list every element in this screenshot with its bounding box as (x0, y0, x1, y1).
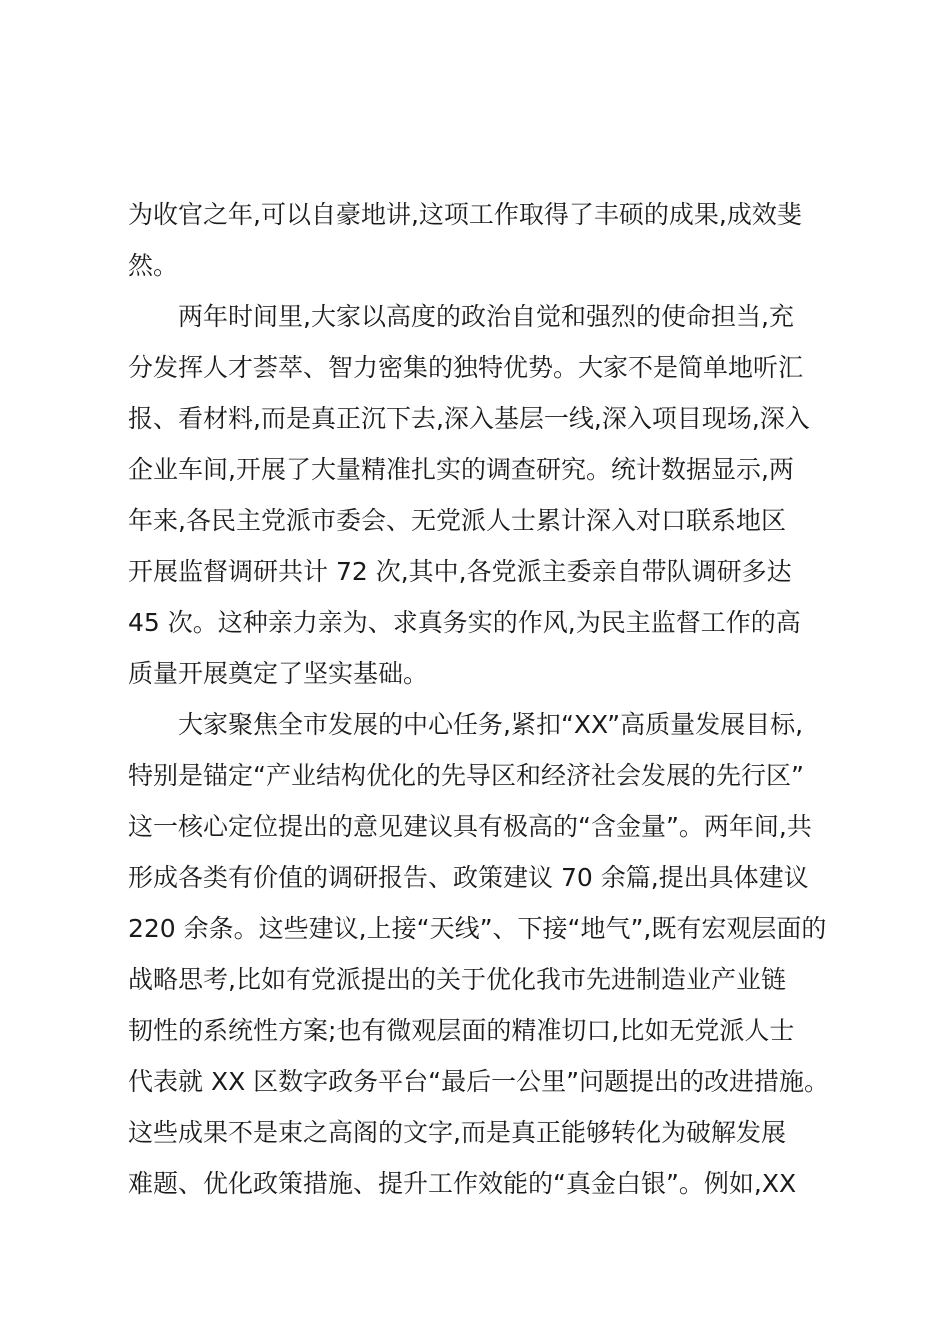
paragraph-line: 45 次。这种亲力亲为、求真务实的作风,为民主监督工作的高 (128, 608, 801, 637)
document-body (128, 189, 828, 1209)
paragraph-line: 战略思考,比如有党派提出的关于优化我市先进制造业产业链 (128, 965, 786, 994)
paragraph-line: 质量开展奠定了坚实基础。 (128, 659, 429, 688)
paragraph-line: 韧性的系统性方案;也有微观层面的精准切口,比如无党派人士 (128, 1016, 795, 1045)
paragraph-line: 为收官之年,可以自豪地讲,这项工作取得了丰硕的成果,成效斐 (128, 200, 802, 229)
paragraph-line: 企业车间,开展了大量精准扎实的调查研究。统计数据显示,两 (128, 455, 794, 484)
paragraph-line: 分发挥人才荟萃、智力密集的独特优势。大家不是简单地听汇 (128, 353, 804, 382)
paragraph-line: 大家聚焦全市发展的中心任务,紧扣“XX”高质量发展目标, (178, 710, 804, 739)
paragraph-line: 年来,各民主党派市委会、无党派人士累计深入对口联系地区 (128, 506, 786, 535)
paragraph-line: 代表就 XX 区数字政务平台“最后一公里”问题提出的改进措施。 (128, 1067, 830, 1096)
paragraph-line: 然。 (128, 251, 179, 280)
paragraph-line: 开展监督调研共计 72 次,其中,各党派主委亲自带队调研多达 (128, 557, 792, 586)
paragraph-line: 这一核心定位提出的意见建议具有极高的“含金量”。两年间,共 (128, 812, 812, 841)
paragraph-line: 报、看材料,而是真正沉下去,深入基层一线,深入项目现场,深入 (128, 404, 810, 433)
paragraph-line: 这些成果不是束之高阁的文字,而是真正能够转化为破解发展 (128, 1118, 786, 1147)
paragraph-2 (128, 291, 828, 699)
paragraph-line: 形成各类有价值的调研报告、政策建议 70 余篇,提出具体建议 (128, 863, 809, 892)
paragraph-1 (128, 189, 828, 291)
paragraph-line: 特别是锚定“产业结构优化的先导区和经济社会发展的先行区” (128, 761, 804, 790)
paragraph-line: 难题、优化政策措施、提升工作效能的“真金白银”。例如,XX (128, 1169, 797, 1198)
paragraph-line: 220 余条。这些建议,上接“天线”、下接“地气”,既有宏观层面的 (128, 914, 827, 943)
paragraph-3 (128, 699, 828, 1209)
paragraph-line: 两年时间里,大家以高度的政治自觉和强烈的使命担当,充 (178, 302, 794, 331)
